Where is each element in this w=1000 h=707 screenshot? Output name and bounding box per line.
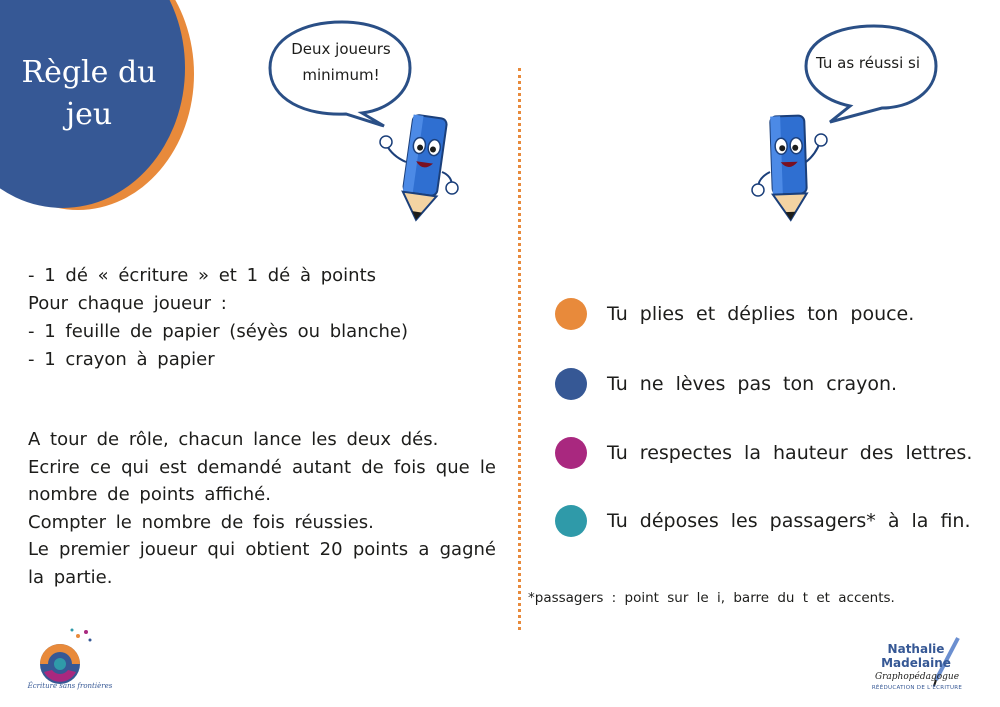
bubble-right-line1: Tu as réussi si [815,54,921,72]
materials-item: - 1 dé « écriture » et 1 dé à points [28,265,377,286]
page-title-line1: Règle du [21,55,157,90]
materials-item: - 1 crayon à papier [28,349,215,370]
materials-list [28,262,408,374]
bubble-left-line2: minimum! [302,66,380,84]
criteria-label: Tu ne lèves pas ton crayon. [607,373,898,395]
criteria-dot [555,505,587,537]
logo-right-sub: RÉÉDUCATION DE L'ÉCRITURE [871,685,963,691]
rules-line: Ecrire ce qui est demandé autant de fois que le nombre de points affiché. [28,456,496,506]
criteria-item [555,368,897,400]
bubble-left-text [276,36,406,88]
criteria-dot [555,298,587,330]
bubble-right-text [806,50,930,76]
page-title-line2: jeu [65,97,113,132]
rules-line: A tour de rôle, chacun lance les deux dés. [28,429,439,450]
pencil-mascot-icon [378,110,464,228]
logo-right-name [870,642,962,670]
page-title [14,52,164,136]
logo-right-role: Graphopédagogue [874,672,960,682]
pencil-mascot-icon [746,110,832,228]
criteria-dot [555,437,587,469]
criteria-label: Tu respectes la hauteur des lettres. [607,442,973,464]
criteria-dot [555,368,587,400]
column-divider [518,68,521,630]
rules-text [28,426,496,592]
criteria-item [555,505,971,537]
logo-left-caption: Écriture sans frontières [27,682,113,690]
logo-right-name-line2: Madelaine [881,656,951,670]
materials-item: Pour chaque joueur : [28,293,227,314]
logo-right-name-line1: Nathalie [887,642,945,656]
criteria-label: Tu déposes les passagers* à la fin. [607,510,971,532]
bubble-left-line1: Deux joueurs [291,40,391,58]
rules-line: Compter le nombre de fois réussies. [28,511,374,533]
criteria-label: Tu plies et déplies ton pouce. [607,303,915,325]
rules-line: Le premier joueur qui obtient 20 points a gagné la partie. [28,539,496,588]
materials-item: - 1 feuille de papier (séyès ou blanche) [28,321,409,342]
criteria-item [555,437,972,469]
criteria-item [555,298,914,330]
footnote: *passagers : point sur le i, barre du t et accents. [528,590,895,606]
